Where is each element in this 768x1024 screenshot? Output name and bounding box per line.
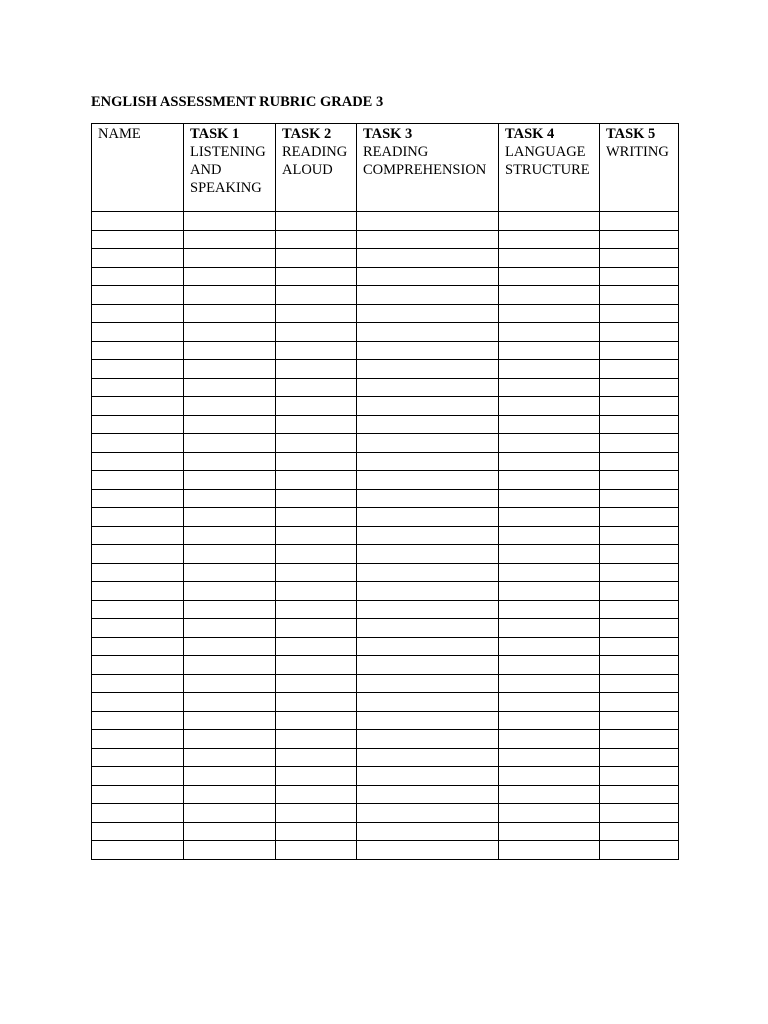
score-cell[interactable] <box>184 267 276 286</box>
score-cell[interactable] <box>600 785 679 804</box>
score-cell[interactable] <box>600 360 679 379</box>
name-cell[interactable] <box>92 822 184 841</box>
score-cell[interactable] <box>184 508 276 527</box>
score-cell[interactable] <box>499 600 600 619</box>
score-cell[interactable] <box>600 212 679 231</box>
table-row <box>92 600 679 619</box>
score-cell[interactable] <box>276 619 357 638</box>
name-cell[interactable] <box>92 212 184 231</box>
score-cell[interactable] <box>600 267 679 286</box>
score-cell[interactable] <box>600 767 679 786</box>
name-cell[interactable] <box>92 730 184 749</box>
score-cell[interactable] <box>357 452 499 471</box>
score-cell[interactable] <box>357 323 499 342</box>
table-row <box>92 212 679 231</box>
score-cell[interactable] <box>184 415 276 434</box>
score-cell[interactable] <box>184 711 276 730</box>
name-cell[interactable] <box>92 637 184 656</box>
score-cell[interactable] <box>600 600 679 619</box>
score-cell[interactable] <box>357 637 499 656</box>
score-cell[interactable] <box>184 323 276 342</box>
score-cell[interactable] <box>499 785 600 804</box>
table-row <box>92 767 679 786</box>
score-cell[interactable] <box>357 434 499 453</box>
name-cell[interactable] <box>92 711 184 730</box>
name-cell[interactable] <box>92 304 184 323</box>
name-cell[interactable] <box>92 600 184 619</box>
table-row <box>92 415 679 434</box>
task-5-number: TASK 5 <box>606 126 656 142</box>
score-cell[interactable] <box>600 304 679 323</box>
score-cell[interactable] <box>276 286 357 305</box>
score-cell[interactable] <box>499 767 600 786</box>
score-cell[interactable] <box>276 230 357 249</box>
name-cell[interactable] <box>92 674 184 693</box>
score-cell[interactable] <box>276 730 357 749</box>
score-cell[interactable] <box>276 785 357 804</box>
score-cell[interactable] <box>357 804 499 823</box>
table-row <box>92 730 679 749</box>
name-cell[interactable] <box>92 693 184 712</box>
score-cell[interactable] <box>600 748 679 767</box>
table-row <box>92 674 679 693</box>
score-cell[interactable] <box>184 489 276 508</box>
score-cell[interactable] <box>600 471 679 490</box>
score-cell[interactable] <box>184 600 276 619</box>
score-cell[interactable] <box>276 600 357 619</box>
score-cell[interactable] <box>600 841 679 860</box>
name-cell[interactable] <box>92 230 184 249</box>
name-cell[interactable] <box>92 489 184 508</box>
score-cell[interactable] <box>357 563 499 582</box>
score-cell[interactable] <box>499 323 600 342</box>
score-cell[interactable] <box>184 563 276 582</box>
score-cell[interactable] <box>357 249 499 268</box>
table-row <box>92 452 679 471</box>
score-cell[interactable] <box>276 471 357 490</box>
score-cell[interactable] <box>600 711 679 730</box>
score-cell[interactable] <box>184 378 276 397</box>
score-cell[interactable] <box>600 489 679 508</box>
score-cell[interactable] <box>600 341 679 360</box>
score-cell[interactable] <box>600 637 679 656</box>
table-row <box>92 397 679 416</box>
score-cell[interactable] <box>276 637 357 656</box>
score-cell[interactable] <box>276 711 357 730</box>
table-row <box>92 804 679 823</box>
name-header-label: NAME <box>98 126 141 142</box>
score-cell[interactable] <box>499 452 600 471</box>
task-5-name: WRITING <box>606 144 669 160</box>
score-cell[interactable] <box>499 341 600 360</box>
score-cell[interactable] <box>499 619 600 638</box>
task-2-number: TASK 2 <box>282 126 332 142</box>
document-title: ENGLISH ASSESSMENT RUBRIC GRADE 3 <box>91 94 384 110</box>
score-cell[interactable] <box>600 230 679 249</box>
score-cell[interactable] <box>499 415 600 434</box>
score-cell[interactable] <box>357 397 499 416</box>
name-cell[interactable] <box>92 267 184 286</box>
score-cell[interactable] <box>184 304 276 323</box>
score-cell[interactable] <box>600 378 679 397</box>
score-cell[interactable] <box>499 545 600 564</box>
name-cell[interactable] <box>92 378 184 397</box>
score-cell[interactable] <box>276 249 357 268</box>
score-cell[interactable] <box>499 730 600 749</box>
name-cell[interactable] <box>92 526 184 545</box>
name-column-header <box>92 124 184 212</box>
score-cell[interactable] <box>499 526 600 545</box>
score-cell[interactable] <box>600 415 679 434</box>
score-cell[interactable] <box>357 286 499 305</box>
score-cell[interactable] <box>499 304 600 323</box>
score-cell[interactable] <box>276 489 357 508</box>
table-row <box>92 360 679 379</box>
score-cell[interactable] <box>276 378 357 397</box>
table-row <box>92 471 679 490</box>
name-cell[interactable] <box>92 452 184 471</box>
score-cell[interactable] <box>600 804 679 823</box>
score-cell[interactable] <box>357 748 499 767</box>
name-cell[interactable] <box>92 249 184 268</box>
score-cell[interactable] <box>600 563 679 582</box>
task-3-header <box>357 124 499 212</box>
score-cell[interactable] <box>499 249 600 268</box>
rubric-body <box>92 212 679 860</box>
score-cell[interactable] <box>600 656 679 675</box>
score-cell[interactable] <box>499 434 600 453</box>
table-row <box>92 508 679 527</box>
score-cell[interactable] <box>184 286 276 305</box>
score-cell[interactable] <box>499 508 600 527</box>
name-cell[interactable] <box>92 767 184 786</box>
score-cell[interactable] <box>276 304 357 323</box>
score-cell[interactable] <box>276 341 357 360</box>
score-cell[interactable] <box>600 249 679 268</box>
table-row <box>92 637 679 656</box>
score-cell[interactable] <box>276 212 357 231</box>
score-cell[interactable] <box>357 767 499 786</box>
score-cell[interactable] <box>499 212 600 231</box>
score-cell[interactable] <box>357 656 499 675</box>
score-cell[interactable] <box>499 489 600 508</box>
score-cell[interactable] <box>600 508 679 527</box>
score-cell[interactable] <box>499 397 600 416</box>
score-cell[interactable] <box>276 693 357 712</box>
score-cell[interactable] <box>357 508 499 527</box>
score-cell[interactable] <box>499 748 600 767</box>
table-row <box>92 656 679 675</box>
score-cell[interactable] <box>184 249 276 268</box>
score-cell[interactable] <box>276 508 357 527</box>
task-4-header <box>499 124 600 212</box>
score-cell[interactable] <box>600 452 679 471</box>
score-cell[interactable] <box>184 545 276 564</box>
name-cell[interactable] <box>92 804 184 823</box>
score-cell[interactable] <box>499 471 600 490</box>
score-cell[interactable] <box>276 582 357 601</box>
score-cell[interactable] <box>184 637 276 656</box>
table-row <box>92 230 679 249</box>
score-cell[interactable] <box>357 341 499 360</box>
score-cell[interactable] <box>184 212 276 231</box>
score-cell[interactable] <box>276 545 357 564</box>
score-cell[interactable] <box>184 674 276 693</box>
score-cell[interactable] <box>357 230 499 249</box>
score-cell[interactable] <box>499 804 600 823</box>
score-cell[interactable] <box>184 452 276 471</box>
score-cell[interactable] <box>276 822 357 841</box>
score-cell[interactable] <box>357 304 499 323</box>
table-row <box>92 748 679 767</box>
score-cell[interactable] <box>276 674 357 693</box>
name-cell[interactable] <box>92 323 184 342</box>
table-row <box>92 619 679 638</box>
name-cell[interactable] <box>92 563 184 582</box>
name-cell[interactable] <box>92 508 184 527</box>
score-cell[interactable] <box>184 230 276 249</box>
score-cell[interactable] <box>276 434 357 453</box>
score-cell[interactable] <box>276 804 357 823</box>
score-cell[interactable] <box>184 785 276 804</box>
name-cell[interactable] <box>92 841 184 860</box>
score-cell[interactable] <box>276 415 357 434</box>
score-cell[interactable] <box>276 323 357 342</box>
rubric-table <box>91 123 679 860</box>
task-3-number: TASK 3 <box>363 126 413 142</box>
score-cell[interactable] <box>499 674 600 693</box>
task-1-number: TASK 1 <box>190 126 240 142</box>
score-cell[interactable] <box>600 582 679 601</box>
table-row <box>92 545 679 564</box>
table-row <box>92 489 679 508</box>
score-cell[interactable] <box>499 841 600 860</box>
score-cell[interactable] <box>276 397 357 416</box>
name-cell[interactable] <box>92 434 184 453</box>
score-cell[interactable] <box>499 656 600 675</box>
score-cell[interactable] <box>184 582 276 601</box>
score-cell[interactable] <box>499 286 600 305</box>
name-cell[interactable] <box>92 545 184 564</box>
name-cell[interactable] <box>92 360 184 379</box>
score-cell[interactable] <box>184 748 276 767</box>
score-cell[interactable] <box>600 822 679 841</box>
score-cell[interactable] <box>499 582 600 601</box>
score-cell[interactable] <box>357 471 499 490</box>
table-row <box>92 582 679 601</box>
score-cell[interactable] <box>357 711 499 730</box>
score-cell[interactable] <box>184 804 276 823</box>
table-row <box>92 304 679 323</box>
table-row <box>92 341 679 360</box>
name-cell[interactable] <box>92 619 184 638</box>
score-cell[interactable] <box>276 526 357 545</box>
score-cell[interactable] <box>276 767 357 786</box>
score-cell[interactable] <box>184 360 276 379</box>
score-cell[interactable] <box>357 212 499 231</box>
table-row <box>92 526 679 545</box>
score-cell[interactable] <box>499 711 600 730</box>
name-cell[interactable] <box>92 785 184 804</box>
score-cell[interactable] <box>499 230 600 249</box>
table-row <box>92 785 679 804</box>
table-row <box>92 434 679 453</box>
task-4-number: TASK 4 <box>505 126 555 142</box>
score-cell[interactable] <box>499 378 600 397</box>
score-cell[interactable] <box>276 748 357 767</box>
task-3-name: READING COMPREHENSION <box>363 144 487 178</box>
score-cell[interactable] <box>600 693 679 712</box>
score-cell[interactable] <box>357 730 499 749</box>
score-cell[interactable] <box>184 341 276 360</box>
score-cell[interactable] <box>600 526 679 545</box>
score-cell[interactable] <box>600 434 679 453</box>
score-cell[interactable] <box>357 360 499 379</box>
score-cell[interactable] <box>184 434 276 453</box>
name-cell[interactable] <box>92 656 184 675</box>
table-row <box>92 563 679 582</box>
score-cell[interactable] <box>499 637 600 656</box>
score-cell[interactable] <box>357 415 499 434</box>
name-cell[interactable] <box>92 286 184 305</box>
score-cell[interactable] <box>276 360 357 379</box>
score-cell[interactable] <box>357 267 499 286</box>
table-row <box>92 378 679 397</box>
score-cell[interactable] <box>184 526 276 545</box>
score-cell[interactable] <box>276 452 357 471</box>
table-row <box>92 249 679 268</box>
score-cell[interactable] <box>600 397 679 416</box>
score-cell[interactable] <box>357 526 499 545</box>
score-cell[interactable] <box>276 563 357 582</box>
header-row <box>92 124 679 212</box>
score-cell[interactable] <box>357 600 499 619</box>
score-cell[interactable] <box>357 822 499 841</box>
score-cell[interactable] <box>276 267 357 286</box>
name-cell[interactable] <box>92 341 184 360</box>
task-2-name: READING ALOUD <box>282 144 348 178</box>
table-row <box>92 286 679 305</box>
score-cell[interactable] <box>499 822 600 841</box>
score-cell[interactable] <box>357 545 499 564</box>
score-cell[interactable] <box>499 360 600 379</box>
name-cell[interactable] <box>92 582 184 601</box>
score-cell[interactable] <box>600 730 679 749</box>
score-cell[interactable] <box>600 286 679 305</box>
score-cell[interactable] <box>499 693 600 712</box>
score-cell[interactable] <box>184 619 276 638</box>
score-cell[interactable] <box>184 730 276 749</box>
score-cell[interactable] <box>184 841 276 860</box>
score-cell[interactable] <box>184 822 276 841</box>
score-cell[interactable] <box>357 693 499 712</box>
score-cell[interactable] <box>357 489 499 508</box>
score-cell[interactable] <box>499 563 600 582</box>
name-cell[interactable] <box>92 748 184 767</box>
table-row <box>92 267 679 286</box>
score-cell[interactable] <box>184 656 276 675</box>
score-cell[interactable] <box>600 545 679 564</box>
score-cell[interactable] <box>184 397 276 416</box>
score-cell[interactable] <box>184 693 276 712</box>
name-cell[interactable] <box>92 397 184 416</box>
task-5-header <box>600 124 679 212</box>
table-row <box>92 711 679 730</box>
table-row <box>92 693 679 712</box>
score-cell[interactable] <box>276 841 357 860</box>
table-row <box>92 323 679 342</box>
score-cell[interactable] <box>499 267 600 286</box>
task-1-name: LISTENING AND SPEAKING <box>190 144 266 196</box>
task-1-header <box>184 124 276 212</box>
score-cell[interactable] <box>600 323 679 342</box>
score-cell[interactable] <box>357 785 499 804</box>
score-cell[interactable] <box>600 674 679 693</box>
score-cell[interactable] <box>357 582 499 601</box>
score-cell[interactable] <box>357 841 499 860</box>
score-cell[interactable] <box>357 378 499 397</box>
name-cell[interactable] <box>92 471 184 490</box>
score-cell[interactable] <box>600 619 679 638</box>
task-4-name: LANGUAGE STRUCTURE <box>505 144 590 178</box>
score-cell[interactable] <box>184 471 276 490</box>
score-cell[interactable] <box>357 674 499 693</box>
task-2-header <box>276 124 357 212</box>
name-cell[interactable] <box>92 415 184 434</box>
table-row <box>92 822 679 841</box>
score-cell[interactable] <box>184 767 276 786</box>
table-row <box>92 841 679 860</box>
score-cell[interactable] <box>357 619 499 638</box>
score-cell[interactable] <box>276 656 357 675</box>
